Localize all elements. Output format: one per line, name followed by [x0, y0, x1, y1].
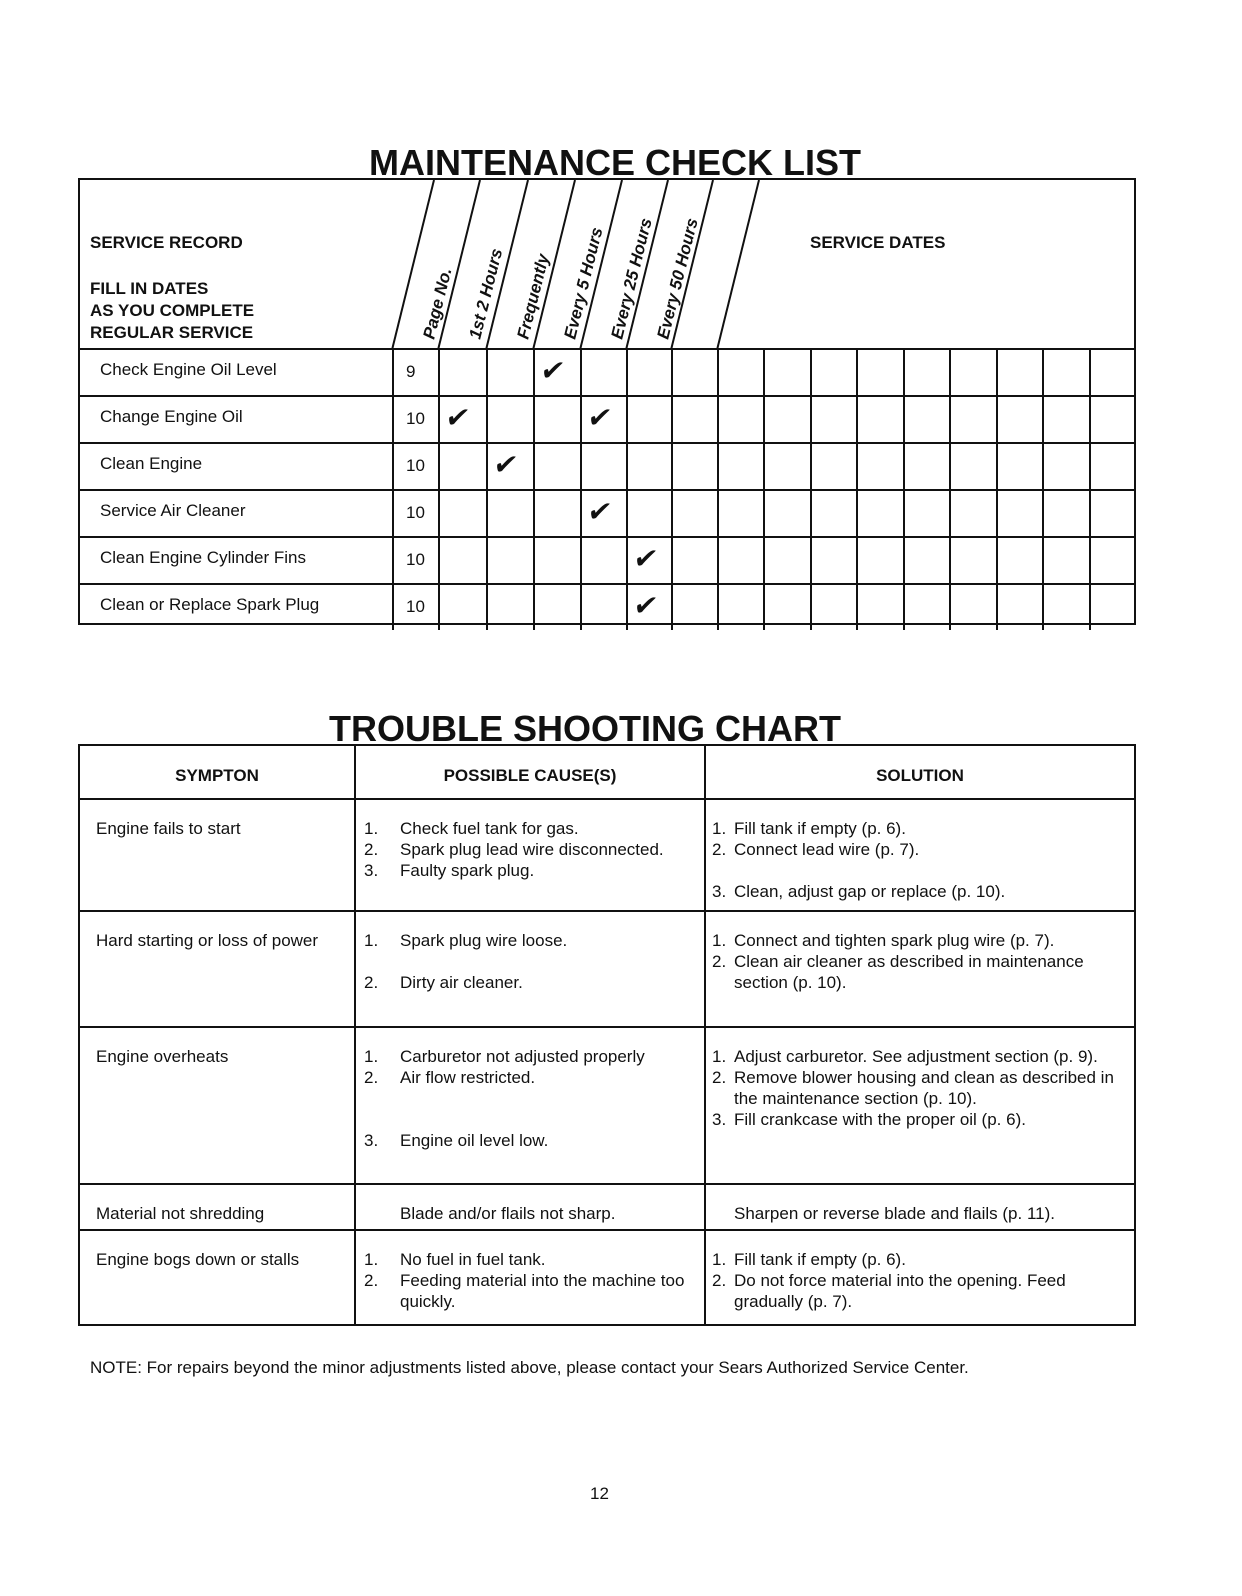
cell-divider — [671, 538, 673, 583]
cell-divider — [717, 538, 719, 583]
cell-divider — [856, 444, 858, 489]
item-text: Check fuel tank for gas. — [400, 819, 579, 838]
cell-divider — [717, 350, 719, 395]
symptom-cell: Hard starting or loss of power — [96, 931, 319, 950]
solution-cell — [712, 1249, 1122, 1312]
cell-divider — [1089, 397, 1091, 442]
check-mark-icon: ✔ — [585, 496, 615, 527]
fill-in-instructions — [90, 278, 254, 344]
list-item — [364, 1270, 694, 1312]
cell-divider — [671, 350, 673, 395]
cell-divider — [486, 397, 488, 442]
cell-divider — [763, 538, 765, 583]
cell-divider — [533, 444, 535, 489]
col-frequently: Frequently — [513, 252, 553, 341]
item-text: Connect lead wire (p. 7). — [734, 840, 920, 859]
fill-in-line-3: REGULAR SERVICE — [90, 323, 254, 342]
cell-divider — [392, 397, 394, 442]
cell-divider — [1042, 350, 1044, 395]
item-number: 2. — [712, 1068, 727, 1087]
item-text: Spark plug lead wire disconnected. — [400, 840, 664, 859]
item-text: Fill tank if empty (p. 6). — [734, 819, 906, 838]
cell-divider — [810, 444, 812, 489]
item-text: Dirty air cleaner. — [400, 973, 523, 992]
item-number: 3. — [364, 1131, 379, 1150]
table-row — [80, 395, 1134, 442]
page-number: 12 — [590, 1484, 609, 1503]
cell-divider — [486, 491, 488, 536]
cell-divider — [1042, 444, 1044, 489]
cell-divider — [996, 585, 998, 630]
cell-divider — [533, 350, 535, 395]
cell-divider — [810, 397, 812, 442]
col-every-50-hours: Every 50 Hours — [653, 216, 702, 341]
item-number: 2. — [364, 840, 379, 859]
cell-divider — [533, 538, 535, 583]
service-note: NOTE: For repairs beyond the minor adjustments listed above, please contact your Sears Authorized Service Center. — [90, 1358, 969, 1377]
item-text: Fill tank if empty (p. 6). — [734, 1250, 906, 1269]
list-item — [712, 1067, 1122, 1109]
trouble-shooting-table — [78, 744, 1136, 1326]
cell-divider — [671, 585, 673, 630]
solution-text: Sharpen or reverse blade and flails (p. 11). — [734, 1204, 1055, 1223]
cell-divider — [438, 538, 440, 583]
item-number: 2. — [712, 840, 727, 859]
cell-divider — [438, 350, 440, 395]
list-item — [712, 1249, 1122, 1270]
symptom-cell: Engine bogs down or stalls — [96, 1250, 300, 1269]
item-text: Connect and tighten spark plug wire (p. 7). — [734, 931, 1055, 950]
trouble-shooting-title: TROUBLE SHOOTING CHART — [329, 708, 841, 749]
cell-divider — [626, 350, 628, 395]
cell-divider — [996, 350, 998, 395]
item-text: Feeding material into the machine too quickly. — [400, 1271, 685, 1311]
cell-divider — [626, 491, 628, 536]
cell-divider — [1089, 444, 1091, 489]
col-every-5-hours: Every 5 Hours — [560, 225, 607, 341]
cell-divider — [810, 585, 812, 630]
item-text: Fill crankcase with the proper oil (p. 6). — [734, 1110, 1026, 1129]
cell-divider — [717, 585, 719, 630]
cell-divider — [392, 585, 394, 630]
check-mark-icon: ✔ — [491, 449, 521, 480]
page-number-cell: 10 — [406, 550, 425, 569]
list-item — [712, 818, 1122, 839]
item-text: Remove blower housing and clean as described in the maintenance section (p. 10). — [734, 1068, 1114, 1108]
cell-divider — [949, 397, 951, 442]
item-number: 2. — [364, 1271, 379, 1290]
cell-divider — [996, 397, 998, 442]
list-item — [364, 860, 694, 881]
list-item — [712, 1270, 1122, 1312]
item-text: Spark plug wire loose. — [400, 931, 568, 950]
cell-divider — [486, 585, 488, 630]
list-item — [712, 839, 1122, 860]
table-row — [80, 536, 1134, 583]
cell-divider — [717, 397, 719, 442]
cell-divider — [903, 444, 905, 489]
page-number-cell: 10 — [406, 597, 425, 616]
cell-divider — [810, 491, 812, 536]
cause-cell — [364, 1046, 694, 1151]
cell-divider — [810, 350, 812, 395]
item-number: 3. — [712, 1110, 727, 1129]
cell-divider — [486, 444, 488, 489]
cell-divider — [903, 397, 905, 442]
cell-divider — [671, 491, 673, 536]
cause-cell — [364, 1249, 694, 1312]
cell-divider — [1089, 538, 1091, 583]
cause-cell — [364, 1203, 694, 1224]
page-number-cell: 10 — [406, 409, 425, 428]
cell-divider — [763, 397, 765, 442]
cell-divider — [856, 491, 858, 536]
item-number: 1. — [364, 931, 379, 950]
table-row — [80, 489, 1134, 536]
service-dates-label: SERVICE DATES — [810, 233, 946, 252]
task-label: Check Engine Oil Level — [100, 360, 277, 379]
cell-divider — [996, 491, 998, 536]
col-every-25-hours: Every 25 Hours — [607, 216, 656, 341]
cell-divider — [392, 491, 394, 536]
cell-divider — [1089, 491, 1091, 536]
solution-cell — [712, 1203, 1122, 1224]
cell-divider — [717, 444, 719, 489]
cell-divider — [903, 585, 905, 630]
solution-cell — [712, 930, 1122, 993]
fill-in-line-1: FILL IN DATES — [90, 279, 209, 298]
cell-divider — [949, 538, 951, 583]
cell-divider — [392, 350, 394, 395]
cell-divider — [949, 491, 951, 536]
list-item — [712, 881, 1122, 902]
cell-divider — [1089, 585, 1091, 630]
list-item — [712, 1046, 1122, 1067]
cell-divider — [903, 350, 905, 395]
check-mark-icon: ✔ — [631, 590, 661, 621]
item-text: Do not force material into the opening. Feed gradually (p. 7). — [734, 1271, 1066, 1311]
list-item — [364, 1067, 694, 1088]
cause-cell — [364, 818, 694, 881]
symptom-cell: Engine overheats — [96, 1047, 229, 1066]
header-solution: SOLUTION — [876, 766, 964, 785]
item-text: Engine oil level low. — [400, 1131, 549, 1150]
table-row — [80, 348, 1134, 395]
item-text: Clean, adjust gap or replace (p. 10). — [734, 882, 1006, 901]
cell-divider — [763, 444, 765, 489]
item-text: Adjust carburetor. See adjustment section (p. 9). — [734, 1047, 1098, 1066]
cell-divider — [1042, 397, 1044, 442]
item-text: Carburetor not adjusted properly — [400, 1047, 645, 1066]
page-number-cell: 10 — [406, 503, 425, 522]
item-number: 1. — [712, 931, 727, 950]
task-label: Change Engine Oil — [100, 407, 243, 426]
cell-divider — [438, 444, 440, 489]
list-item — [712, 930, 1122, 951]
cell-divider — [392, 538, 394, 583]
cell-divider — [580, 444, 582, 489]
table-row — [80, 798, 1134, 910]
check-mark-icon: ✔ — [443, 402, 473, 433]
item-text: Clean air cleaner as described in maintenance section (p. 10). — [734, 952, 1084, 992]
cell-divider — [856, 397, 858, 442]
table-row — [80, 1183, 1134, 1229]
cell-divider — [763, 350, 765, 395]
cell-divider — [671, 444, 673, 489]
table-row — [80, 583, 1134, 630]
list-item — [364, 1249, 694, 1270]
cell-divider — [392, 444, 394, 489]
item-text: Faulty spark plug. — [400, 861, 535, 880]
table-row — [80, 910, 1134, 1026]
item-number: 1. — [364, 1250, 379, 1269]
item-number: 1. — [712, 1250, 727, 1269]
header-symptom: SYMPTON — [175, 766, 259, 785]
cell-divider — [626, 397, 628, 442]
cell-divider — [671, 397, 673, 442]
item-number: 2. — [364, 1068, 379, 1087]
cell-divider — [438, 397, 440, 442]
list-item — [712, 1109, 1122, 1130]
check-mark-icon: ✔ — [538, 355, 568, 386]
cell-divider — [1042, 491, 1044, 536]
task-label: Service Air Cleaner — [100, 501, 246, 520]
page-number-cell: 10 — [406, 456, 425, 475]
cell-divider — [626, 444, 628, 489]
cell-divider — [949, 585, 951, 630]
cell-divider — [810, 538, 812, 583]
item-text: Air flow restricted. — [400, 1068, 536, 1087]
page-number-cell: 9 — [406, 362, 416, 381]
cell-divider — [533, 397, 535, 442]
col-1st-2-hours: 1st 2 Hours — [465, 246, 507, 341]
cell-divider — [949, 444, 951, 489]
table-row — [80, 1229, 1134, 1324]
item-number: 3. — [364, 861, 379, 880]
symptom-cell: Material not shredding — [96, 1204, 265, 1223]
cell-divider — [533, 491, 535, 536]
cause-text: Blade and/or flails not sharp. — [400, 1204, 616, 1223]
cell-divider — [438, 585, 440, 630]
cell-divider — [763, 491, 765, 536]
cell-divider — [856, 350, 858, 395]
cell-divider — [626, 585, 628, 630]
fill-in-line-2: AS YOU COMPLETE — [90, 301, 255, 320]
cell-divider — [717, 491, 719, 536]
check-mark-icon: ✔ — [631, 543, 661, 574]
cell-divider — [903, 491, 905, 536]
cell-divider — [1089, 350, 1091, 395]
cell-divider — [856, 585, 858, 630]
item-number: 3. — [712, 882, 727, 901]
maintenance-checklist-table — [78, 178, 1136, 625]
col-page-no: Page No. — [419, 265, 456, 341]
task-label: Clean Engine Cylinder Fins — [100, 548, 306, 567]
cell-divider — [1042, 538, 1044, 583]
cell-divider — [580, 350, 582, 395]
cell-divider — [486, 350, 488, 395]
cell-divider — [763, 585, 765, 630]
table-row — [80, 1026, 1134, 1183]
cell-divider — [580, 491, 582, 536]
cell-divider — [1042, 585, 1044, 630]
item-number: 2. — [712, 1271, 727, 1290]
service-record-label: SERVICE RECORD — [90, 233, 243, 252]
solution-cell — [712, 818, 1122, 902]
item-number: 1. — [712, 1047, 727, 1066]
item-number: 2. — [364, 973, 379, 992]
task-label: Clean or Replace Spark Plug — [100, 595, 320, 614]
cell-divider — [580, 585, 582, 630]
cell-divider — [996, 538, 998, 583]
task-label: Clean Engine — [100, 454, 203, 473]
cell-divider — [533, 585, 535, 630]
cell-divider — [949, 350, 951, 395]
cell-divider — [580, 538, 582, 583]
check-mark-icon: ✔ — [585, 402, 615, 433]
cell-divider — [903, 538, 905, 583]
item-text: No fuel in fuel tank. — [400, 1250, 546, 1269]
item-number: 1. — [364, 819, 379, 838]
item-number: 1. — [712, 819, 727, 838]
item-number: 1. — [364, 1047, 379, 1066]
cell-divider — [438, 491, 440, 536]
cell-divider — [996, 444, 998, 489]
cell-divider — [626, 538, 628, 583]
symptom-cell: Engine fails to start — [96, 819, 241, 838]
item-number: 2. — [712, 952, 727, 971]
solution-cell — [712, 1046, 1122, 1130]
list-item — [364, 839, 694, 860]
cell-divider — [856, 538, 858, 583]
maintenance-title: MAINTENANCE CHECK LIST — [369, 142, 861, 183]
list-item — [712, 951, 1122, 993]
cell-divider — [486, 538, 488, 583]
cause-cell — [364, 930, 694, 993]
list-item — [364, 972, 694, 993]
cell-divider — [580, 397, 582, 442]
list-item — [364, 818, 694, 839]
list-item — [364, 1130, 694, 1151]
table-row — [80, 442, 1134, 489]
list-item — [364, 930, 694, 951]
list-item — [364, 1046, 694, 1067]
header-possible-causes: POSSIBLE CAUSE(S) — [443, 766, 617, 785]
